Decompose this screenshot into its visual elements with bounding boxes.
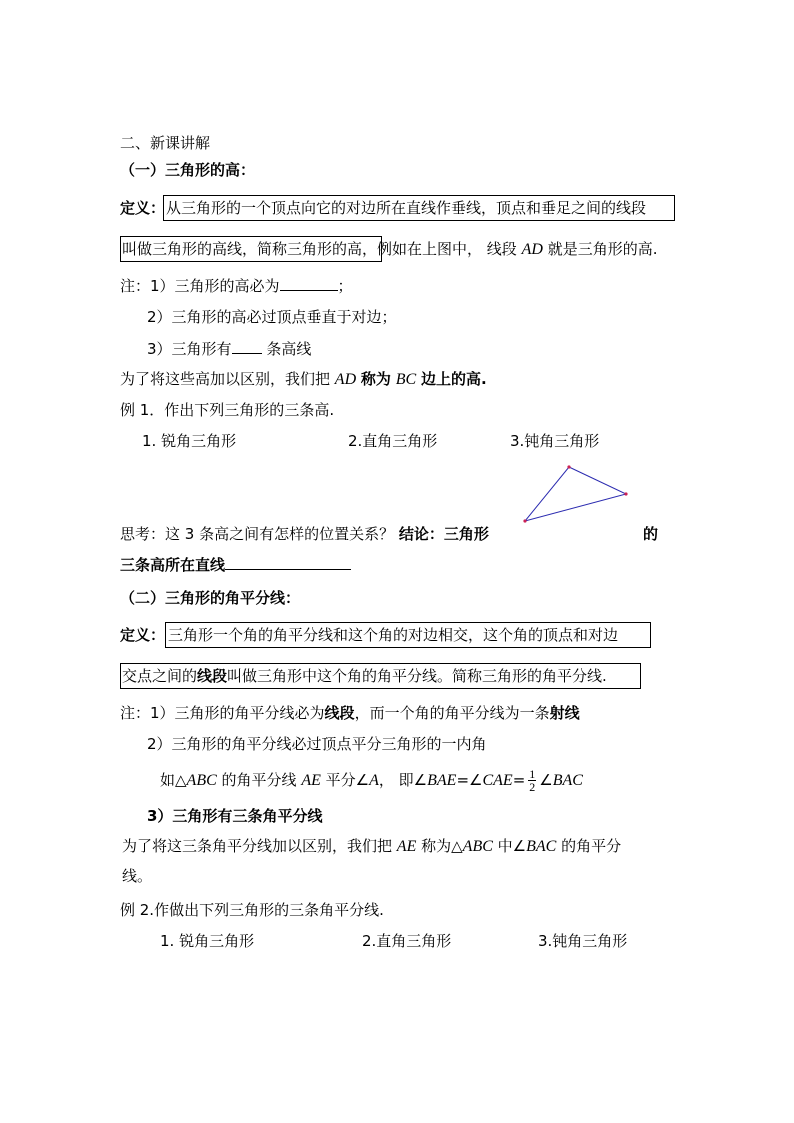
- f-cae: CAE: [482, 772, 513, 789]
- frac-den: 2: [529, 780, 536, 794]
- part1-def-rest: 例如在上图中， 线段: [377, 240, 517, 258]
- var-ad: AD: [334, 371, 357, 388]
- f-bae: BAE: [427, 772, 457, 789]
- f-pre: 如△: [160, 771, 187, 789]
- f-mid2: 平分∠: [325, 771, 370, 789]
- p2-note1-a: 注：1）三角形的角平分线必为: [120, 704, 325, 722]
- example1-title: 例 1．作出下列三角形的三条高.: [120, 401, 335, 419]
- f-eq: =∠: [456, 771, 483, 789]
- d-a: 为了将这三条角平分线加以区别，我们把: [122, 837, 393, 855]
- d-d: 的角平分: [561, 837, 622, 855]
- d-bac: BAC: [526, 838, 557, 855]
- part1-def-boxed-text: 叫做三角形的高线，简称三角形的高，: [122, 240, 378, 258]
- var-ad: AD: [521, 241, 543, 258]
- part2-def-label: 定义：: [120, 626, 166, 644]
- think-text: 思考：这 3 条高之间有怎样的位置关系？: [120, 525, 395, 543]
- var-bc: BC: [395, 371, 417, 388]
- triangle-vertex: [523, 519, 526, 522]
- distinguish-pre: 为了将这些高加以区别，我们把: [120, 370, 331, 388]
- conclusion-blank: [225, 555, 351, 570]
- obtuse-triangle: [525, 467, 626, 521]
- d-c: 中∠: [497, 837, 527, 855]
- part1-def-label: 定义：: [120, 199, 166, 217]
- frac-num: 1: [529, 767, 536, 781]
- ex2-item-right: 2.直角三角形: [362, 932, 452, 950]
- ex1-item-acute: 1. 锐角三角形: [142, 432, 237, 450]
- p2-note1-b: 线段: [324, 704, 355, 722]
- def2-b: 叫做三角形中这个角的角平分线。简称三角形的角平分线.: [227, 667, 607, 685]
- triangle-vertex: [624, 492, 627, 495]
- part1-note2: 2）三角形的高必过顶点垂直于对边；: [147, 308, 397, 326]
- part1-def-line1: 从三角形的一个顶点向它的对边所在直线作垂线，顶点和垂足之间的线段: [166, 199, 647, 217]
- def2-bold: 线段: [197, 667, 228, 685]
- p2-note1-c: ，而一个角的角平分线为一条: [354, 704, 550, 722]
- part2-note1: [120, 703, 580, 723]
- think-question: [120, 524, 489, 544]
- part2-note3: 3）三角形有三条角平分线: [147, 807, 323, 825]
- ex2-item-acute: 1. 锐角三角形: [160, 932, 255, 950]
- note1-text: 注：1）三角形的高必为: [120, 277, 280, 295]
- fraction-half: [528, 768, 536, 793]
- part1-def-tail: 就是三角形的高.: [547, 240, 658, 258]
- f-ae: AE: [301, 772, 321, 789]
- conclusion-text: 结论：三角形: [398, 525, 489, 543]
- d-b: 称为△: [421, 837, 463, 855]
- note3-post: 条高线: [266, 340, 312, 358]
- p2-note1-d: 射线: [549, 704, 580, 722]
- ex1-item-obtuse: 3.钝角三角形: [510, 432, 600, 450]
- distinguish-mid: 称为: [360, 370, 391, 388]
- part2-note2: 2）三角形的角平分线必过顶点平分三角形的一内角: [147, 735, 487, 753]
- part1-title: （一）三角形的高：: [120, 161, 256, 179]
- distinguish-post: 边上的高.: [420, 370, 487, 388]
- d-ae: AE: [396, 838, 417, 855]
- part2-def-line1: 三角形一个角的角平分线和这个角的对边相交，这个角的顶点和对边: [168, 626, 619, 644]
- example2-title: 例 2.作做出下列三角形的三条角平分线.: [120, 901, 384, 919]
- part2-example-formula: [160, 768, 583, 793]
- f-bac: BAC: [552, 772, 583, 789]
- part2-distinguish-line2: 线。: [122, 867, 153, 885]
- ex1-item-right: 2.直角三角形: [348, 432, 438, 450]
- part2-distinguish: [122, 836, 621, 857]
- f-a: A: [369, 772, 379, 789]
- d-abc: ABC: [462, 838, 493, 855]
- conclusion-post: 的: [643, 525, 659, 543]
- def2-a: 交点之间的: [122, 667, 198, 685]
- f-angle: ∠: [539, 771, 553, 789]
- section-heading: 二、新课讲解: [120, 134, 211, 152]
- f-abc: ABC: [186, 772, 217, 789]
- part2-title: （二）三角形的角平分线：: [120, 589, 301, 607]
- f-mid3: ， 即∠: [378, 771, 428, 789]
- ex2-item-obtuse: 3.钝角三角形: [538, 932, 628, 950]
- conclusion-line2-text: 三条高所在直线: [120, 556, 226, 574]
- note3-text: 3）三角形有: [147, 340, 232, 358]
- part2-def-line2: [122, 666, 607, 686]
- triangle-vertex: [567, 465, 570, 468]
- note1-post: ；: [337, 277, 353, 295]
- f-eq2: =: [512, 771, 526, 789]
- conclusion-line2: [120, 555, 351, 575]
- f-mid: 的角平分线: [221, 771, 297, 789]
